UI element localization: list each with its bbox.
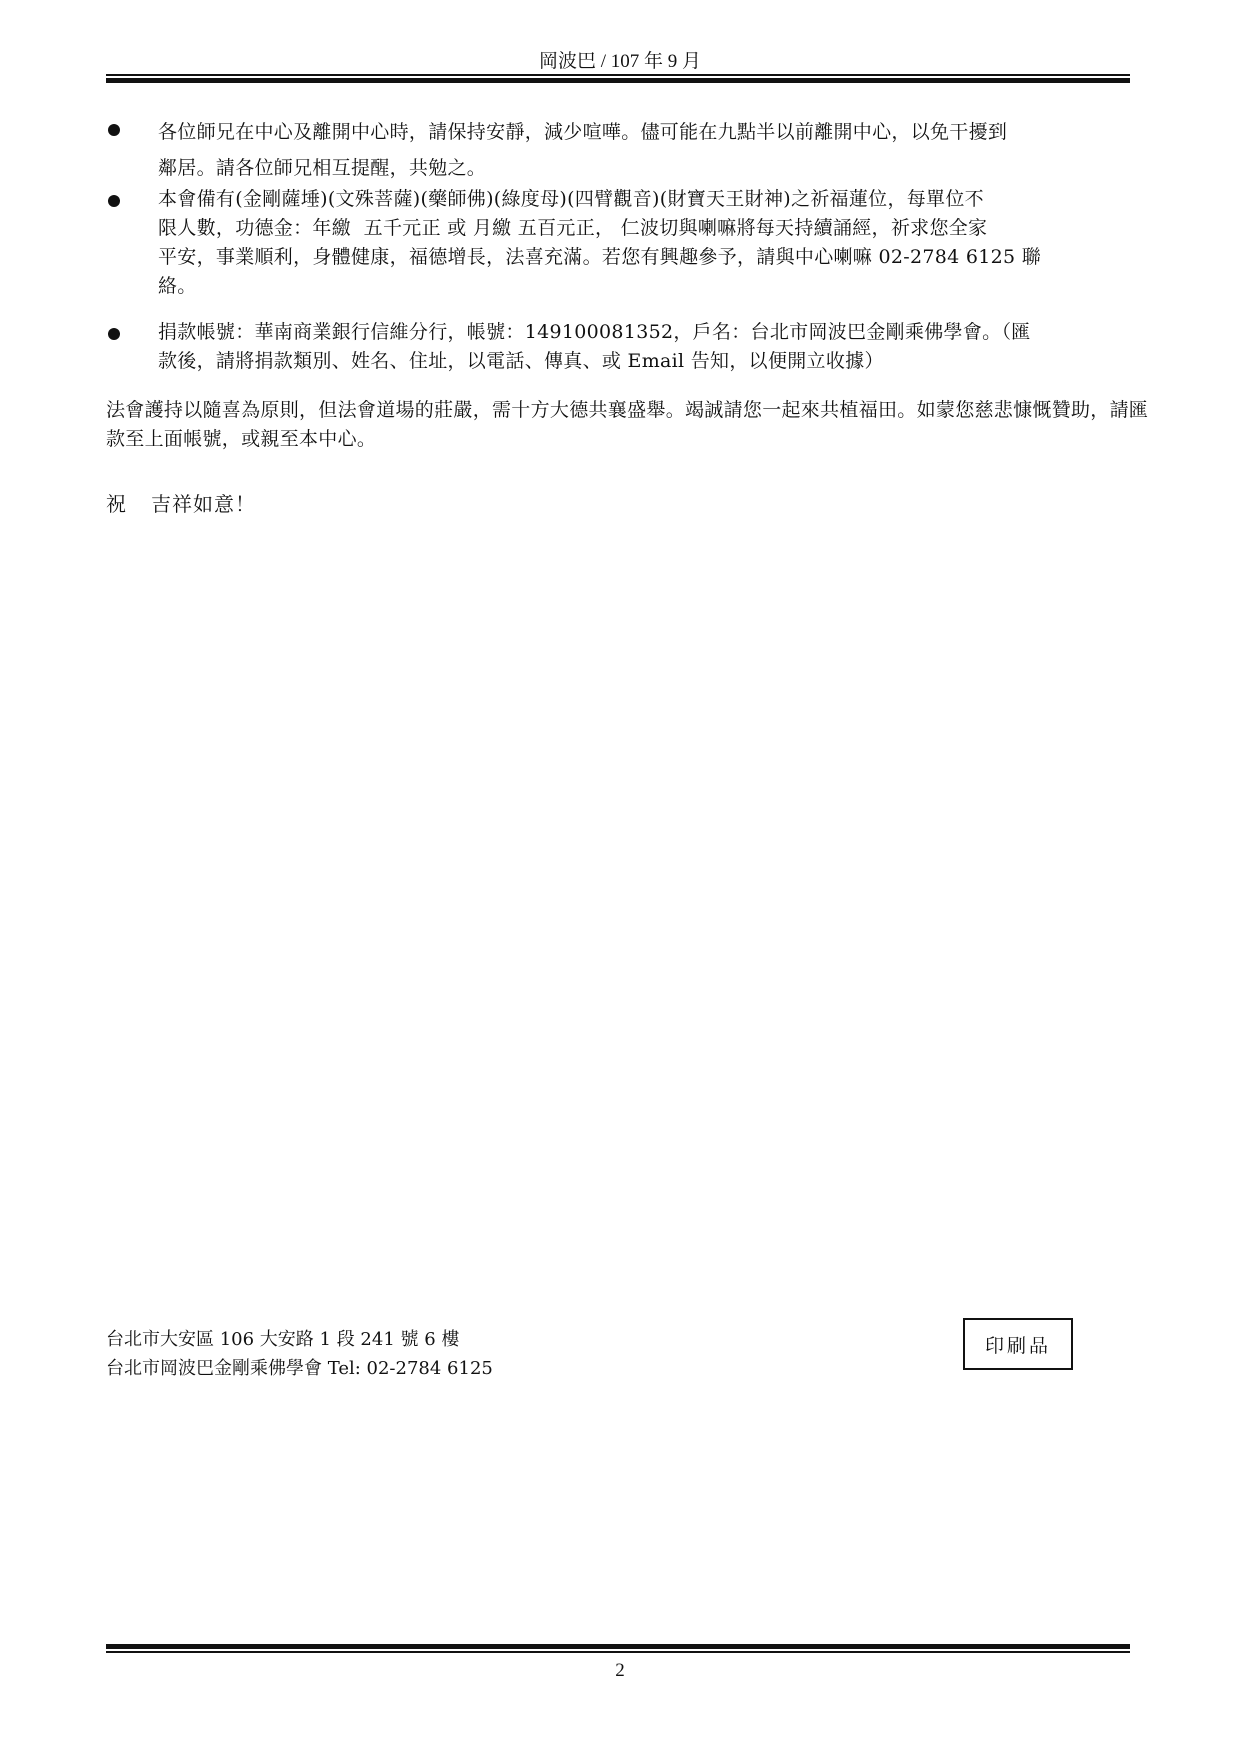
bullet-dot-icon <box>108 328 120 340</box>
closing-prefix: 祝 <box>106 492 127 516</box>
printed-matter-stamp: 印刷品 <box>963 1318 1073 1370</box>
footer-rule-thin <box>106 1651 1130 1653</box>
bullet-item-donation-account <box>106 318 1156 378</box>
page-number: 2 <box>615 1660 625 1681</box>
closing-wish: 吉祥如意！ <box>151 492 256 516</box>
header-rule-thick <box>106 78 1130 83</box>
support-paragraph: 法會護持以隨喜為原則，但法會道場的莊嚴，需十方大德共襄盛舉。竭誠請您一起來共植福田。如蒙您慈悲慷慨贊助，請匯款至上面帳號，或親至本中心。 <box>106 399 1149 450</box>
footer-address: 台北市大安區 106 大安路 1 段 241 號 6 樓 <box>106 1329 460 1350</box>
bullet-dot-icon <box>108 124 120 136</box>
footer-rule-thick <box>106 1644 1130 1649</box>
closing-line <box>106 488 256 517</box>
bullet-dot-icon <box>108 195 120 207</box>
bullet-item-blessing-lotus <box>106 185 1156 305</box>
footer-organization: 台北市岡波巴金剛乘佛學會 Tel: 02-2784 6125 <box>106 1358 493 1379</box>
page-header-title: 岡波巴 / 107 年 9 月 <box>538 51 702 72</box>
bullet-item-quiet <box>106 114 1156 184</box>
bullet-text: 捐款帳號：華南商業銀行信維分行，帳號：149100081352，戶名：台北市岡波巴金剛乘佛學會。（匯 款後，請將捐款類別、姓名、住址，以電話、傳真、或 Email 告知，以便開立收據） <box>158 321 1031 372</box>
bullet-text: 本會備有(金剛薩埵)(文殊菩薩)(藥師佛)(綠度母)(四臂觀音)(財寶天王財神)之祈福蓮位，每單位不 限人數，功德金：年繳 五千元正 或 月繳 五百元正， 仁波切與喇嘛將每天持續誦經，祈求您全家 平安，事業順利，身體健康，福德增長，法喜充滿。若您有興趣參予，請與中心喇嘛 02-2784 6125 聯 絡。 <box>158 188 1042 297</box>
bullet-text: 各位師兄在中心及離開中心時，請保持安靜，減少喧嘩。儘可能在九點半以前離開中心，以免干擾到 鄰居。請各位師兄相互提醒，共勉之。 <box>158 121 1008 179</box>
header-rule-thin <box>106 74 1130 76</box>
footer-contact <box>106 1325 493 1383</box>
